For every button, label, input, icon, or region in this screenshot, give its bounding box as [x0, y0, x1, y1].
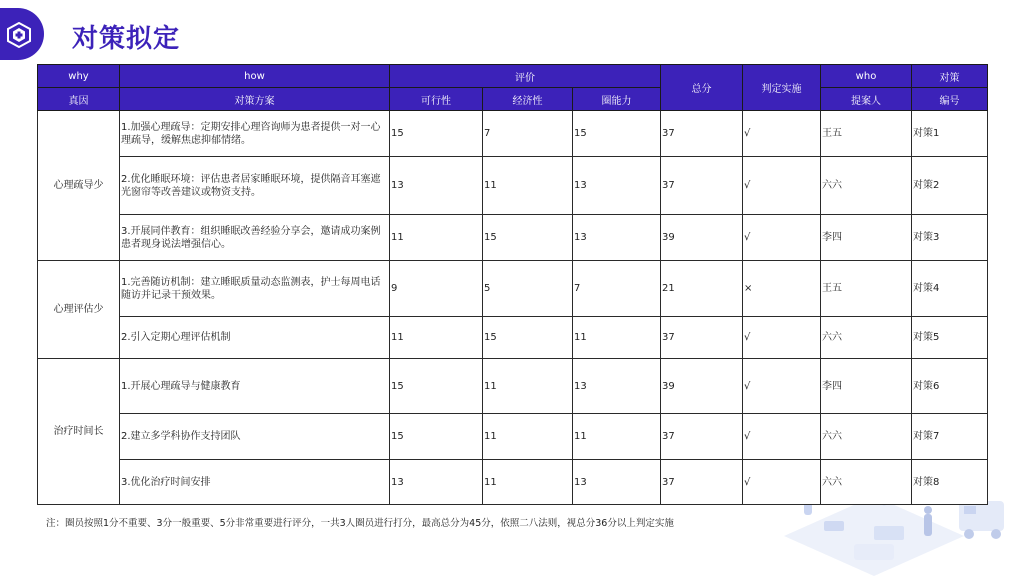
header-cause: 真因: [38, 88, 120, 111]
header-eval: 评价: [390, 65, 661, 88]
feasibility-cell: 13: [390, 157, 483, 215]
header-how: how: [120, 65, 390, 88]
economy-cell: 11: [483, 414, 573, 460]
economy-cell: 11: [483, 359, 573, 414]
total-cell: 39: [661, 215, 743, 261]
plan-cell: 3.开展同伴教育：组织睡眠改善经验分享会，邀请成功案例患者现身说法增强信心。: [120, 215, 390, 261]
capability-cell: 11: [573, 414, 661, 460]
header-number: 编号: [912, 88, 988, 111]
feasibility-cell: 15: [390, 414, 483, 460]
countermeasure-table: [37, 64, 988, 505]
decide-cell: √: [743, 111, 821, 157]
capability-cell: 15: [573, 111, 661, 157]
total-cell: 37: [661, 460, 743, 505]
decide-cell: ×: [743, 261, 821, 317]
total-cell: 21: [661, 261, 743, 317]
total-cell: 37: [661, 317, 743, 359]
number-cell: 对策6: [912, 359, 988, 414]
capability-cell: 13: [573, 359, 661, 414]
page-title: 对策拟定: [72, 24, 181, 54]
plan-cell: 1.完善随访机制：建立睡眠质量动态监测表，护士每周电话随访并记录干预效果。: [120, 261, 390, 317]
cause-cell: 心理疏导少: [38, 111, 120, 261]
proposer-cell: 王五: [821, 111, 912, 157]
table-row: [38, 317, 988, 359]
economy-cell: 7: [483, 111, 573, 157]
feasibility-cell: 9: [390, 261, 483, 317]
decide-cell: √: [743, 460, 821, 505]
number-cell: 对策4: [912, 261, 988, 317]
table-row: [38, 359, 988, 414]
table-row: [38, 157, 988, 215]
hexagon-logo-icon: [6, 22, 32, 48]
capability-cell: 7: [573, 261, 661, 317]
proposer-cell: 六六: [821, 414, 912, 460]
table-row: [38, 460, 988, 505]
total-cell: 37: [661, 414, 743, 460]
header-total: 总分: [661, 65, 743, 111]
capability-cell: 13: [573, 460, 661, 505]
header-feasibility: 可行性: [390, 88, 483, 111]
table-row: [38, 261, 988, 317]
number-cell: 对策1: [912, 111, 988, 157]
number-cell: 对策3: [912, 215, 988, 261]
plan-cell: 3.优化治疗时间安排: [120, 460, 390, 505]
decide-cell: √: [743, 215, 821, 261]
header-proposer: 提案人: [821, 88, 912, 111]
feasibility-cell: 11: [390, 317, 483, 359]
economy-cell: 15: [483, 317, 573, 359]
proposer-cell: 六六: [821, 157, 912, 215]
total-cell: 37: [661, 157, 743, 215]
header-row-sub: [38, 88, 988, 111]
number-cell: 对策5: [912, 317, 988, 359]
total-cell: 39: [661, 359, 743, 414]
footnote: 注：圈员按照1分不重要、3分一般重要、5分非常重要进行评分，一共3人圈员进行打分，最高总分为45分，依照二八法则，视总分36分以上判定实施: [46, 518, 674, 529]
header-economy: 经济性: [483, 88, 573, 111]
capability-cell: 11: [573, 317, 661, 359]
feasibility-cell: 15: [390, 111, 483, 157]
proposer-cell: 王五: [821, 261, 912, 317]
header-row-top: [38, 65, 988, 88]
proposer-cell: 李四: [821, 359, 912, 414]
plan-cell: 1.加强心理疏导：定期安排心理咨询师为患者提供一对一心理疏导，缓解焦虑抑郁情绪。: [120, 111, 390, 157]
decide-cell: √: [743, 157, 821, 215]
feasibility-cell: 15: [390, 359, 483, 414]
plan-cell: 1.开展心理疏导与健康教育: [120, 359, 390, 414]
header-why: why: [38, 65, 120, 88]
plan-cell: 2.引入定期心理评估机制: [120, 317, 390, 359]
table-row: [38, 111, 988, 157]
table-row: [38, 414, 988, 460]
decide-cell: √: [743, 359, 821, 414]
decide-cell: √: [743, 414, 821, 460]
cause-cell: 治疗时间长: [38, 359, 120, 505]
proposer-cell: 六六: [821, 317, 912, 359]
table-row: [38, 215, 988, 261]
proposer-cell: 李四: [821, 215, 912, 261]
plan-cell: 2.建立多学科协作支持团队: [120, 414, 390, 460]
header-capability: 圈能力: [573, 88, 661, 111]
capability-cell: 13: [573, 215, 661, 261]
economy-cell: 11: [483, 460, 573, 505]
number-cell: 对策8: [912, 460, 988, 505]
cause-cell: 心理评估少: [38, 261, 120, 359]
proposer-cell: 六六: [821, 460, 912, 505]
capability-cell: 13: [573, 157, 661, 215]
number-cell: 对策7: [912, 414, 988, 460]
decide-cell: √: [743, 317, 821, 359]
header-who: who: [821, 65, 912, 88]
economy-cell: 5: [483, 261, 573, 317]
header-decide: 判定实施: [743, 65, 821, 111]
economy-cell: 15: [483, 215, 573, 261]
plan-cell: 2.优化睡眠环境：评估患者居家睡眠环境，提供隔音耳塞遮光窗帘等改善建议或物资支持。: [120, 157, 390, 215]
logo-tab: [0, 8, 44, 60]
feasibility-cell: 13: [390, 460, 483, 505]
header-plan: 对策方案: [120, 88, 390, 111]
total-cell: 37: [661, 111, 743, 157]
economy-cell: 11: [483, 157, 573, 215]
feasibility-cell: 11: [390, 215, 483, 261]
header-counter: 对策: [912, 65, 988, 88]
number-cell: 对策2: [912, 157, 988, 215]
